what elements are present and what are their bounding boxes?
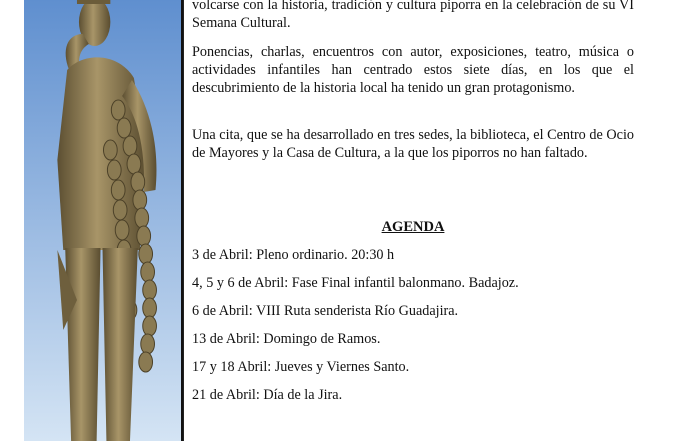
article-paragraph-3: Una cita, que se ha desarrollado en tres sedes, la biblioteca, el Centro de Ocio de Mayores y la Casa de Cultura, a la que los piporros no han faltado. xyxy=(192,127,634,161)
article-paragraph-1: volcarse con la historia, tradición y cultura piporra en la celebración de su VI Semana Cultural. xyxy=(192,0,634,31)
agenda-item: 21 de Abril: Día de la Jira. xyxy=(192,387,343,403)
agenda-item: 4, 5 y 6 de Abril: Fase Final infantil balonmano. Badajoz. xyxy=(192,275,519,291)
agenda-list xyxy=(192,246,634,414)
statue-photo xyxy=(24,0,184,441)
agenda-item: 17 y 18 Abril: Jueves y Viernes Santo. xyxy=(192,359,410,375)
agenda-item: 3 de Abril: Pleno ordinario. 20:30 h xyxy=(192,247,395,263)
article-paragraph-2: Ponencias, charlas, encuentros con autor, exposiciones, teatro, música o actividades infantiles han centrado estos siete días, en los que el descubrimiento de la historia local ha tenido un gran protagonismo. xyxy=(192,44,634,96)
agenda-item: 13 de Abril: Domingo de Ramos. xyxy=(192,331,381,347)
agenda-item: 6 de Abril: VIII Ruta senderista Río Guadajira. xyxy=(192,303,459,319)
column-divider xyxy=(181,0,183,441)
statue-illustration xyxy=(24,0,181,441)
agenda-heading: AGENDA xyxy=(381,219,445,235)
